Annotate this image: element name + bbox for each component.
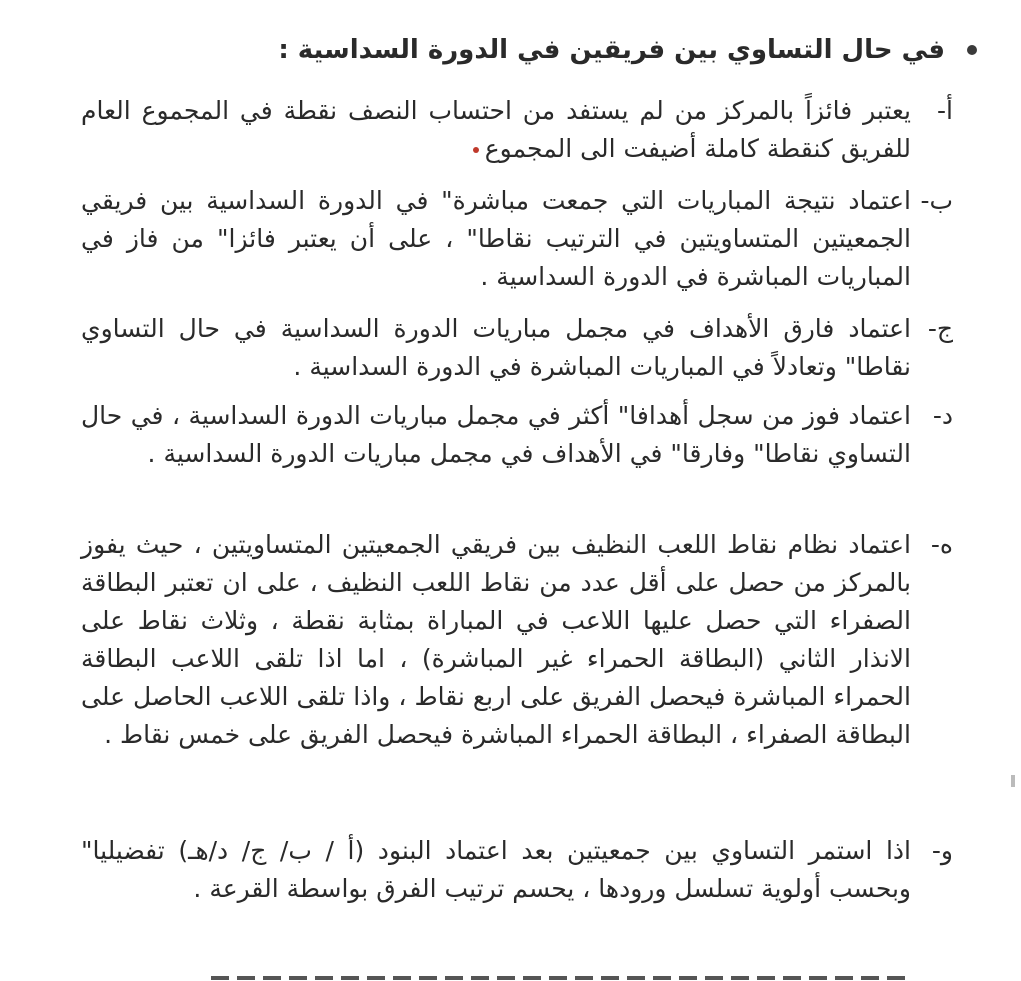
- item-text: اذا استمر التساوي بين جمعيتين بعد اعتماد البنود (أ / ب/ ج/ د/هـ) تفضيليا" وبحسب أولوية تسلسل ورودها ، يحسم ترتيب الفرق بواسطة القرعة .: [81, 836, 911, 903]
- rule-item-c: [81, 310, 953, 386]
- item-marker: ب-: [920, 186, 953, 215]
- rule-item-a: [81, 92, 953, 168]
- bullet-icon: [967, 45, 977, 55]
- item-text: اعتماد فوز من سجل أهدافا" أكثر في مجمل مباريات الدورة السداسية ، في حال التساوي نقاطا" وفارقا" في الأهداف في مجمل مباريات الدورة السداسية .: [81, 401, 911, 468]
- item-text: اعتماد نظام نقاط اللعب النظيف بين فريقي الجمعيتين المتساويتين ، حيث يفوز بالمركز من حصل على أقل عدد من نقاط اللعب النظيف ، على ان تعتبر البطاقة الصفراء التي حصل عليها اللاعب في المباراة بمثابة نقطة ، وثلاث نقاط على الانذار الثاني (البطاقة الحمراء غير المباشرة) ، اما اذا تلقى اللاعب البطاقة الحمراء المباشرة فيحصل الفريق على اربع نقاط ، واذا تلقى اللاعب الحاصل على البطاقة الصفراء ، البطاقة الحمراء المباشرة فيحصل الفريق على خمس نقاط .: [81, 530, 911, 749]
- section-heading: في حال التساوي بين فريقين في الدورة السداسية :: [278, 35, 945, 65]
- item-text: اعتماد نتيجة المباريات التي جمعت مباشرة" في الدورة السداسية بين فريقي الجمعيتين المتساويتين في الترتيب نقاطا" ، على أن يعتبر فائزا" من فاز في المباريات المباشرة في الدورة السداسية .: [81, 186, 911, 291]
- item-marker: ه-: [930, 530, 953, 559]
- rule-item-f: [81, 832, 953, 908]
- item-marker: و-: [931, 836, 953, 865]
- rule-item-e: [81, 526, 953, 754]
- rule-item-b: [81, 182, 953, 296]
- item-text: اعتماد فارق الأهداف في مجمل مباريات الدورة السداسية في حال التساوي نقاطا" وتعادلاً في المباريات المباشرة في الدورة السداسية .: [81, 314, 911, 381]
- section-heading-row: [277, 30, 977, 70]
- item-marker: ج-: [927, 314, 953, 343]
- item-marker: أ-: [937, 96, 953, 125]
- item-text: يعتبر فائزاً بالمركز من لم يستفد من احتساب النصف نقطة في المجموع العام للفريق كنقطة كاملة أضيفت الى المجموع: [81, 96, 911, 163]
- clipped-text-line: [211, 962, 911, 981]
- item-marker: د-: [932, 401, 953, 430]
- end-dot-icon: [473, 147, 479, 153]
- scan-edge-mark: [1011, 775, 1015, 787]
- rule-item-d: [81, 397, 953, 473]
